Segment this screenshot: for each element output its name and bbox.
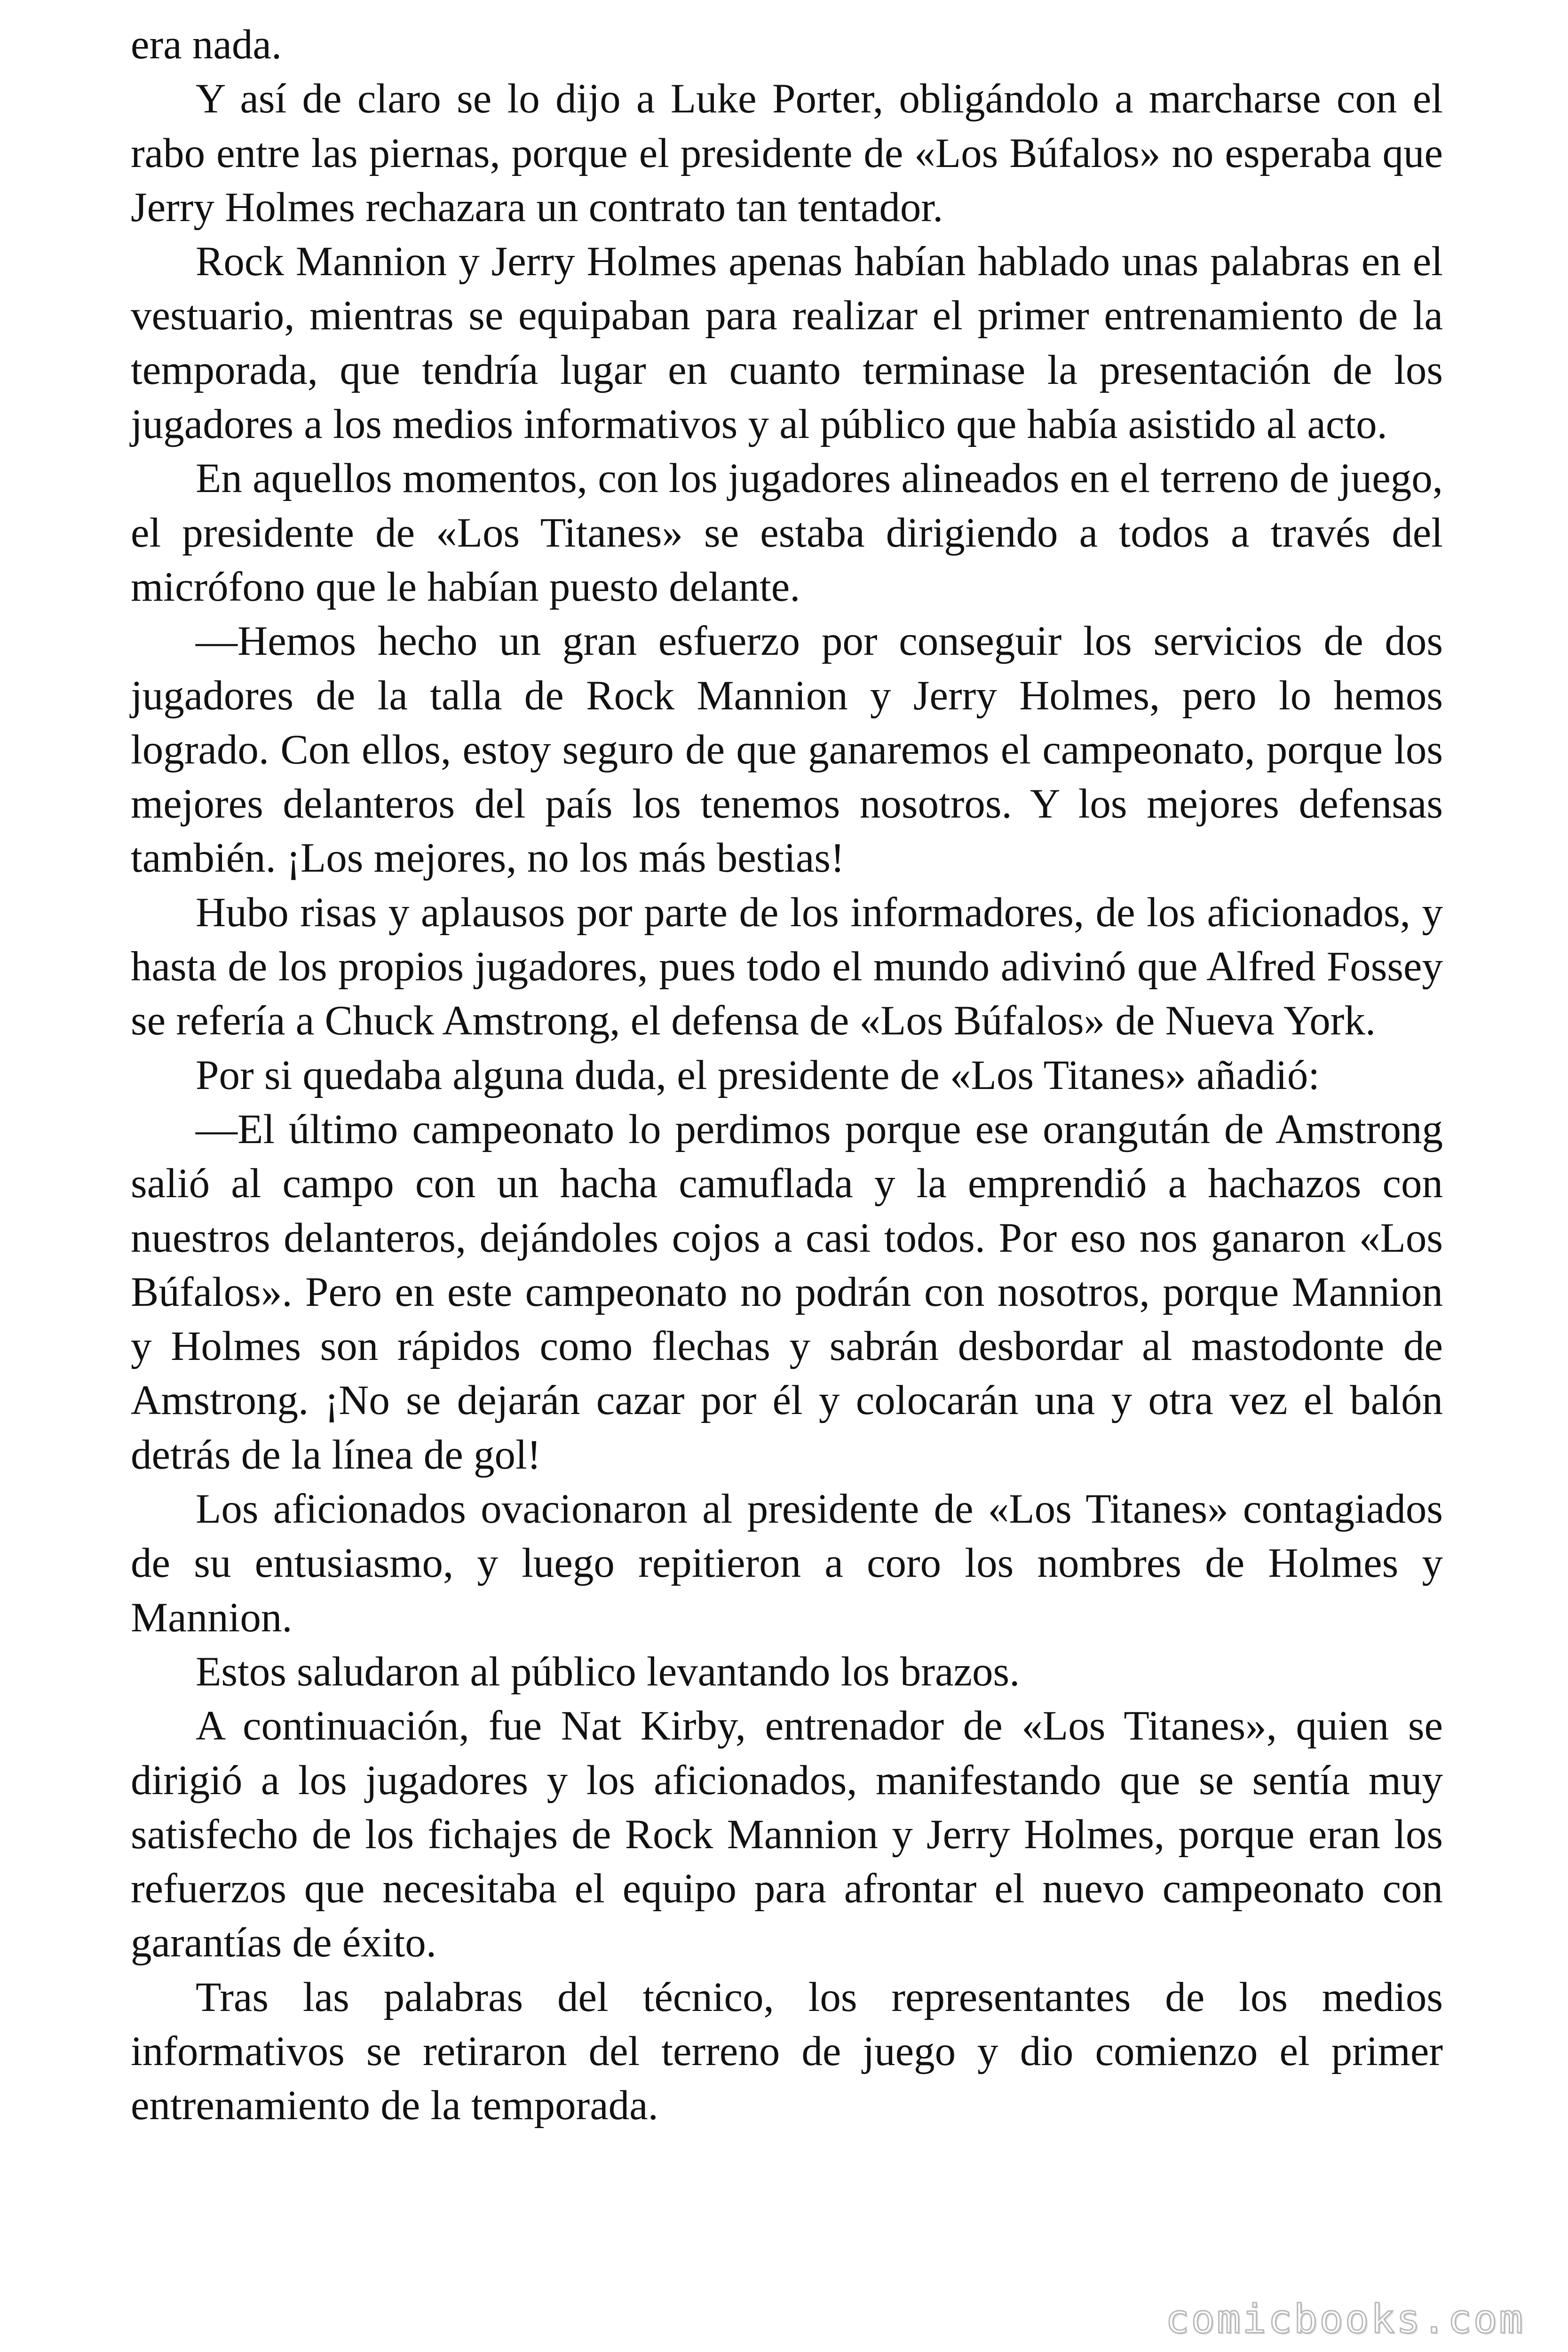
dialogue-paragraph: —El último campeonato lo perdimos porque ese orangután de Amstrong salió al campo con un hacha camuflada y la emprendió a hachazos con nuestros delanteros, dejándoles cojos a casi todos. Por eso nos ganaron «Los Búfalos». Pero en este campeonato no podrán con nosotros, porque Mannion y Holmes son rápidos como flechas y sabrán desbordar al mastodonte de Amstrong. ¡No se dejarán cazar por él y colocarán una y otra vez el balón detrás de la línea de gol! — [131, 1106, 1443, 1478]
paragraph: Rock Mannion y Jerry Holmes apenas habían hablado unas palabras en el vestuario, mientras se equipaban para realizar el primer entrenamiento de la temporada, que tendría lugar en cuanto terminase la presentación de los jugadores a los medios informativos y al público que había asistido al acto. — [131, 238, 1443, 448]
paragraph: Hubo risas y aplausos por parte de los informadores, de los aficionados, y hasta de los propios jugadores, pues todo el mundo adivinó que Alfred Fossey se refería a Chuck Amstrong, el defensa de «Los Búfalos» de Nueva York. — [131, 889, 1443, 1044]
paragraph: Por si quedaba alguna duda, el presidente de «Los Titanes» añadió: — [196, 1052, 1320, 1098]
watermark: comicbooks.com — [1165, 2296, 1525, 2342]
dialogue-paragraph: —Hemos hecho un gran esfuerzo por conseguir los servicios de dos jugadores de la talla de Rock Mannion y Jerry Holmes, pero lo hemos logrado. Con ellos, estoy seguro de que ganaremos el campeonato, porque los mejores delanteros del país los tenemos nosotros. Y los mejores defensas también. ¡Los mejores, no los más bestias! — [131, 618, 1443, 882]
paragraph: Y así de claro se lo dijo a Luke Porter, obligándolo a marcharse con el rabo entre las piernas, porque el presidente de «Los Búfalos» no esperaba que Jerry Holmes rechazara un contrato tan tentador. — [131, 76, 1443, 230]
paragraph: En aquellos momentos, con los jugadores alineados en el terreno de juego, el presidente de «Los Titanes» se estaba dirigiendo a todos a través del micrófono que le habían puesto delante. — [131, 455, 1443, 610]
paragraph: A continuación, fue Nat Kirby, entrenador de «Los Titanes», quien se dirigió a los jugadores y los aficionados, manifestando que se sentía muy satisfecho de los fichajes de Rock Mannion y Jerry Holmes, porque eran los refuerzos que necesitaba el equipo para afrontar el nuevo campeonato con garantías de éxito. — [131, 1703, 1443, 1966]
paragraph: Estos saludaron al público levantando los brazos. — [196, 1648, 1020, 1695]
paragraph-continuation: era nada. — [131, 22, 282, 68]
body-text — [131, 18, 1443, 2133]
paragraph: Los aficionados ovacionaron al presidente de «Los Titanes» contagiados de su entusiasmo, y luego repitieron a coro los nombres de Holmes y Mannion. — [131, 1486, 1443, 1641]
paragraph: Tras las palabras del técnico, los representantes de los medios informativos se retiraron del terreno de juego y dio comienzo el primer entrenamiento de la temporada. — [131, 1974, 1443, 2129]
